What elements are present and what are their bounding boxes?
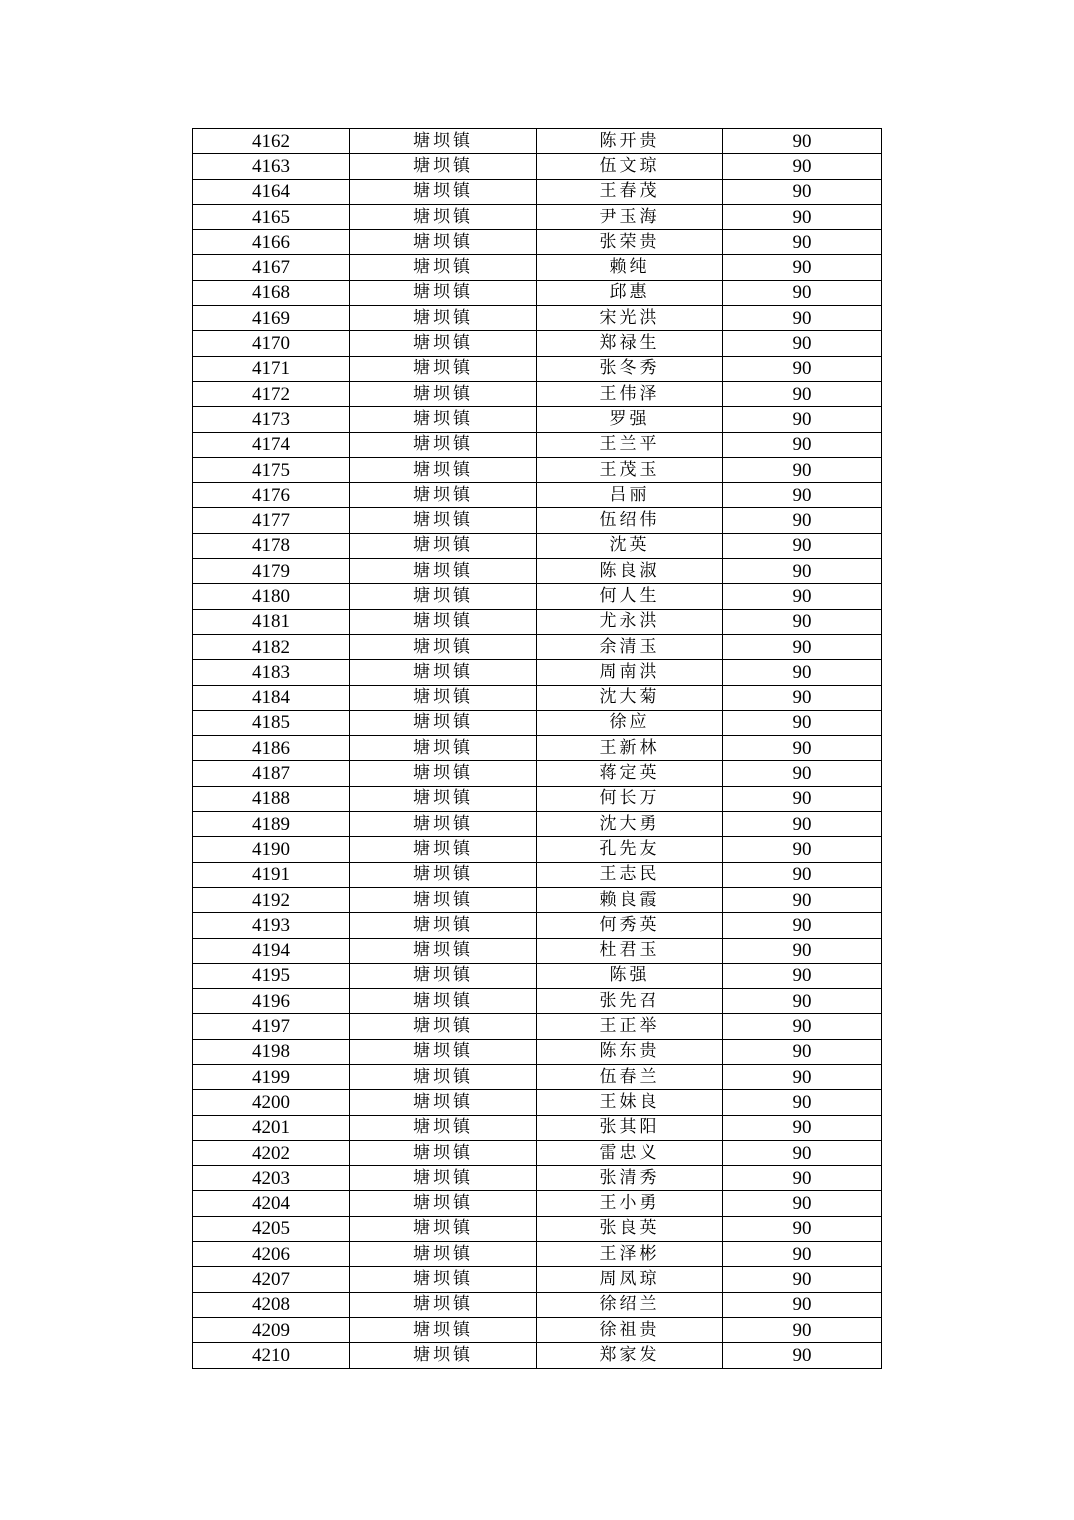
person-name-cell: 王小勇 — [537, 1191, 723, 1216]
table-row — [193, 634, 882, 659]
table-row — [193, 1039, 882, 1064]
table-row — [193, 407, 882, 432]
amount-cell: 90 — [723, 584, 882, 609]
table-row — [193, 179, 882, 204]
table-row — [193, 887, 882, 912]
town-cell: 塘坝镇 — [350, 1242, 537, 1267]
table-row — [193, 306, 882, 331]
person-name-cell: 王茂玉 — [537, 457, 723, 482]
person-name-cell: 周南洪 — [537, 660, 723, 685]
row-number-cell: 4177 — [193, 508, 350, 533]
table-row — [193, 129, 882, 154]
amount-cell: 90 — [723, 887, 882, 912]
person-name-cell: 张荣贵 — [537, 230, 723, 255]
town-cell: 塘坝镇 — [350, 634, 537, 659]
table-row — [193, 862, 882, 887]
person-name-cell: 王兰平 — [537, 432, 723, 457]
town-cell: 塘坝镇 — [350, 761, 537, 786]
table-row — [193, 736, 882, 761]
person-name-cell: 张其阳 — [537, 1115, 723, 1140]
row-number-cell: 4192 — [193, 887, 350, 912]
row-number-cell: 4209 — [193, 1317, 350, 1342]
person-name-cell: 张清秀 — [537, 1166, 723, 1191]
town-cell: 塘坝镇 — [350, 559, 537, 584]
table-row — [193, 1292, 882, 1317]
town-cell: 塘坝镇 — [350, 786, 537, 811]
person-name-cell: 何秀英 — [537, 913, 723, 938]
table-row — [193, 508, 882, 533]
amount-cell: 90 — [723, 255, 882, 280]
row-number-cell: 4169 — [193, 306, 350, 331]
row-number-cell: 4208 — [193, 1292, 350, 1317]
person-name-cell: 王伟泽 — [537, 381, 723, 406]
row-number-cell: 4199 — [193, 1064, 350, 1089]
person-name-cell: 邱惠 — [537, 280, 723, 305]
amount-cell: 90 — [723, 280, 882, 305]
person-name-cell: 郑禄生 — [537, 331, 723, 356]
town-cell: 塘坝镇 — [350, 584, 537, 609]
amount-cell: 90 — [723, 812, 882, 837]
amount-cell: 90 — [723, 761, 882, 786]
table-row — [193, 1216, 882, 1241]
town-cell: 塘坝镇 — [350, 356, 537, 381]
amount-cell: 90 — [723, 129, 882, 154]
row-number-cell: 4186 — [193, 736, 350, 761]
row-number-cell: 4189 — [193, 812, 350, 837]
amount-cell: 90 — [723, 862, 882, 887]
row-number-cell: 4197 — [193, 1014, 350, 1039]
amount-cell: 90 — [723, 230, 882, 255]
amount-cell: 90 — [723, 381, 882, 406]
person-name-cell: 沈大菊 — [537, 685, 723, 710]
table-row — [193, 710, 882, 735]
table-row — [193, 963, 882, 988]
row-number-cell: 4193 — [193, 913, 350, 938]
row-number-cell: 4170 — [193, 331, 350, 356]
town-cell: 塘坝镇 — [350, 989, 537, 1014]
town-cell: 塘坝镇 — [350, 736, 537, 761]
amount-cell: 90 — [723, 204, 882, 229]
table-row — [193, 989, 882, 1014]
amount-cell: 90 — [723, 1039, 882, 1064]
town-cell: 塘坝镇 — [350, 913, 537, 938]
table-row — [193, 331, 882, 356]
town-cell: 塘坝镇 — [350, 1267, 537, 1292]
row-number-cell: 4175 — [193, 457, 350, 482]
town-cell: 塘坝镇 — [350, 204, 537, 229]
amount-cell: 90 — [723, 483, 882, 508]
row-number-cell: 4179 — [193, 559, 350, 584]
amount-cell: 90 — [723, 1242, 882, 1267]
roster-table-body — [193, 129, 882, 1369]
row-number-cell: 4198 — [193, 1039, 350, 1064]
amount-cell: 90 — [723, 407, 882, 432]
row-number-cell: 4184 — [193, 685, 350, 710]
row-number-cell: 4207 — [193, 1267, 350, 1292]
town-cell: 塘坝镇 — [350, 685, 537, 710]
row-number-cell: 4200 — [193, 1090, 350, 1115]
amount-cell: 90 — [723, 331, 882, 356]
town-cell: 塘坝镇 — [350, 963, 537, 988]
amount-cell: 90 — [723, 306, 882, 331]
amount-cell: 90 — [723, 508, 882, 533]
table-row — [193, 660, 882, 685]
person-name-cell: 沈英 — [537, 533, 723, 558]
town-cell: 塘坝镇 — [350, 179, 537, 204]
amount-cell: 90 — [723, 1267, 882, 1292]
amount-cell: 90 — [723, 989, 882, 1014]
person-name-cell: 徐应 — [537, 710, 723, 735]
amount-cell: 90 — [723, 1191, 882, 1216]
table-row — [193, 938, 882, 963]
town-cell: 塘坝镇 — [350, 280, 537, 305]
amount-cell: 90 — [723, 559, 882, 584]
row-number-cell: 4182 — [193, 634, 350, 659]
amount-cell: 90 — [723, 837, 882, 862]
table-row — [193, 786, 882, 811]
town-cell: 塘坝镇 — [350, 381, 537, 406]
person-name-cell: 赖良霞 — [537, 887, 723, 912]
amount-cell: 90 — [723, 1140, 882, 1165]
town-cell: 塘坝镇 — [350, 609, 537, 634]
table-row — [193, 1191, 882, 1216]
person-name-cell: 雷忠义 — [537, 1140, 723, 1165]
person-name-cell: 徐祖贵 — [537, 1317, 723, 1342]
amount-cell: 90 — [723, 179, 882, 204]
town-cell: 塘坝镇 — [350, 1014, 537, 1039]
town-cell: 塘坝镇 — [350, 1115, 537, 1140]
table-row — [193, 255, 882, 280]
town-cell: 塘坝镇 — [350, 1140, 537, 1165]
person-name-cell: 赖纯 — [537, 255, 723, 280]
amount-cell: 90 — [723, 685, 882, 710]
amount-cell: 90 — [723, 938, 882, 963]
person-name-cell: 陈良淑 — [537, 559, 723, 584]
town-cell: 塘坝镇 — [350, 887, 537, 912]
person-name-cell: 王志民 — [537, 862, 723, 887]
amount-cell: 90 — [723, 1317, 882, 1342]
row-number-cell: 4166 — [193, 230, 350, 255]
row-number-cell: 4173 — [193, 407, 350, 432]
amount-cell: 90 — [723, 1014, 882, 1039]
person-name-cell: 陈东贵 — [537, 1039, 723, 1064]
town-cell: 塘坝镇 — [350, 1216, 537, 1241]
person-name-cell: 王泽彬 — [537, 1242, 723, 1267]
row-number-cell: 4176 — [193, 483, 350, 508]
amount-cell: 90 — [723, 1292, 882, 1317]
person-name-cell: 孔先友 — [537, 837, 723, 862]
table-row — [193, 1242, 882, 1267]
row-number-cell: 4196 — [193, 989, 350, 1014]
amount-cell: 90 — [723, 963, 882, 988]
row-number-cell: 4168 — [193, 280, 350, 305]
row-number-cell: 4174 — [193, 432, 350, 457]
town-cell: 塘坝镇 — [350, 1191, 537, 1216]
person-name-cell: 张良英 — [537, 1216, 723, 1241]
person-name-cell: 伍文琼 — [537, 154, 723, 179]
person-name-cell: 杜君玉 — [537, 938, 723, 963]
person-name-cell: 周凤琼 — [537, 1267, 723, 1292]
town-cell: 塘坝镇 — [350, 483, 537, 508]
amount-cell: 90 — [723, 736, 882, 761]
person-name-cell: 尹玉海 — [537, 204, 723, 229]
row-number-cell: 4181 — [193, 609, 350, 634]
person-name-cell: 罗强 — [537, 407, 723, 432]
table-row — [193, 1090, 882, 1115]
table-row — [193, 584, 882, 609]
amount-cell: 90 — [723, 710, 882, 735]
table-row — [193, 913, 882, 938]
table-row — [193, 483, 882, 508]
row-number-cell: 4178 — [193, 533, 350, 558]
person-name-cell: 张冬秀 — [537, 356, 723, 381]
person-name-cell: 何人生 — [537, 584, 723, 609]
person-name-cell: 蒋定英 — [537, 761, 723, 786]
town-cell: 塘坝镇 — [350, 306, 537, 331]
town-cell: 塘坝镇 — [350, 1292, 537, 1317]
person-name-cell: 张先召 — [537, 989, 723, 1014]
row-number-cell: 4195 — [193, 963, 350, 988]
table-row — [193, 1115, 882, 1140]
roster-table — [192, 128, 882, 1369]
amount-cell: 90 — [723, 634, 882, 659]
table-row — [193, 381, 882, 406]
person-name-cell: 吕丽 — [537, 483, 723, 508]
amount-cell: 90 — [723, 457, 882, 482]
row-number-cell: 4183 — [193, 660, 350, 685]
table-row — [193, 432, 882, 457]
table-row — [193, 559, 882, 584]
row-number-cell: 4191 — [193, 862, 350, 887]
row-number-cell: 4190 — [193, 837, 350, 862]
town-cell: 塘坝镇 — [350, 230, 537, 255]
amount-cell: 90 — [723, 1216, 882, 1241]
table-row — [193, 1267, 882, 1292]
town-cell: 塘坝镇 — [350, 533, 537, 558]
table-row — [193, 685, 882, 710]
row-number-cell: 4201 — [193, 1115, 350, 1140]
table-row — [193, 204, 882, 229]
table-row — [193, 154, 882, 179]
amount-cell: 90 — [723, 609, 882, 634]
row-number-cell: 4204 — [193, 1191, 350, 1216]
row-number-cell: 4167 — [193, 255, 350, 280]
row-number-cell: 4180 — [193, 584, 350, 609]
table-row — [193, 1343, 882, 1368]
town-cell: 塘坝镇 — [350, 255, 537, 280]
town-cell: 塘坝镇 — [350, 837, 537, 862]
table-row — [193, 812, 882, 837]
town-cell: 塘坝镇 — [350, 1166, 537, 1191]
person-name-cell: 尤永洪 — [537, 609, 723, 634]
row-number-cell: 4172 — [193, 381, 350, 406]
town-cell: 塘坝镇 — [350, 331, 537, 356]
town-cell: 塘坝镇 — [350, 457, 537, 482]
row-number-cell: 4194 — [193, 938, 350, 963]
amount-cell: 90 — [723, 1343, 882, 1368]
person-name-cell: 伍春兰 — [537, 1064, 723, 1089]
town-cell: 塘坝镇 — [350, 660, 537, 685]
row-number-cell: 4162 — [193, 129, 350, 154]
amount-cell: 90 — [723, 1064, 882, 1089]
table-row — [193, 837, 882, 862]
table-row — [193, 1317, 882, 1342]
town-cell: 塘坝镇 — [350, 1090, 537, 1115]
amount-cell: 90 — [723, 913, 882, 938]
person-name-cell: 陈强 — [537, 963, 723, 988]
row-number-cell: 4163 — [193, 154, 350, 179]
town-cell: 塘坝镇 — [350, 154, 537, 179]
person-name-cell: 何长万 — [537, 786, 723, 811]
amount-cell: 90 — [723, 356, 882, 381]
row-number-cell: 4205 — [193, 1216, 350, 1241]
table-row — [193, 1014, 882, 1039]
row-number-cell: 4188 — [193, 786, 350, 811]
person-name-cell: 王正举 — [537, 1014, 723, 1039]
row-number-cell: 4210 — [193, 1343, 350, 1368]
table-row — [193, 1140, 882, 1165]
row-number-cell: 4202 — [193, 1140, 350, 1165]
person-name-cell: 余清玉 — [537, 634, 723, 659]
person-name-cell: 徐绍兰 — [537, 1292, 723, 1317]
town-cell: 塘坝镇 — [350, 710, 537, 735]
town-cell: 塘坝镇 — [350, 812, 537, 837]
amount-cell: 90 — [723, 786, 882, 811]
row-number-cell: 4185 — [193, 710, 350, 735]
town-cell: 塘坝镇 — [350, 1039, 537, 1064]
amount-cell: 90 — [723, 432, 882, 457]
person-name-cell: 伍绍伟 — [537, 508, 723, 533]
table-row — [193, 356, 882, 381]
table-row — [193, 280, 882, 305]
person-name-cell: 沈大勇 — [537, 812, 723, 837]
row-number-cell: 4164 — [193, 179, 350, 204]
table-row — [193, 457, 882, 482]
amount-cell: 90 — [723, 1090, 882, 1115]
table-row — [193, 230, 882, 255]
table-row — [193, 1064, 882, 1089]
amount-cell: 90 — [723, 1115, 882, 1140]
town-cell: 塘坝镇 — [350, 1064, 537, 1089]
town-cell: 塘坝镇 — [350, 407, 537, 432]
person-name-cell: 王新林 — [537, 736, 723, 761]
row-number-cell: 4187 — [193, 761, 350, 786]
amount-cell: 90 — [723, 660, 882, 685]
row-number-cell: 4165 — [193, 204, 350, 229]
town-cell: 塘坝镇 — [350, 129, 537, 154]
amount-cell: 90 — [723, 533, 882, 558]
town-cell: 塘坝镇 — [350, 432, 537, 457]
table-row — [193, 609, 882, 634]
row-number-cell: 4171 — [193, 356, 350, 381]
town-cell: 塘坝镇 — [350, 938, 537, 963]
person-name-cell: 郑家发 — [537, 1343, 723, 1368]
table-row — [193, 761, 882, 786]
amount-cell: 90 — [723, 154, 882, 179]
town-cell: 塘坝镇 — [350, 862, 537, 887]
row-number-cell: 4203 — [193, 1166, 350, 1191]
person-name-cell: 王春茂 — [537, 179, 723, 204]
table-row — [193, 533, 882, 558]
town-cell: 塘坝镇 — [350, 1343, 537, 1368]
person-name-cell: 陈开贵 — [537, 129, 723, 154]
town-cell: 塘坝镇 — [350, 508, 537, 533]
person-name-cell: 宋光洪 — [537, 306, 723, 331]
row-number-cell: 4206 — [193, 1242, 350, 1267]
person-name-cell: 王妹良 — [537, 1090, 723, 1115]
table-row — [193, 1166, 882, 1191]
amount-cell: 90 — [723, 1166, 882, 1191]
town-cell: 塘坝镇 — [350, 1317, 537, 1342]
